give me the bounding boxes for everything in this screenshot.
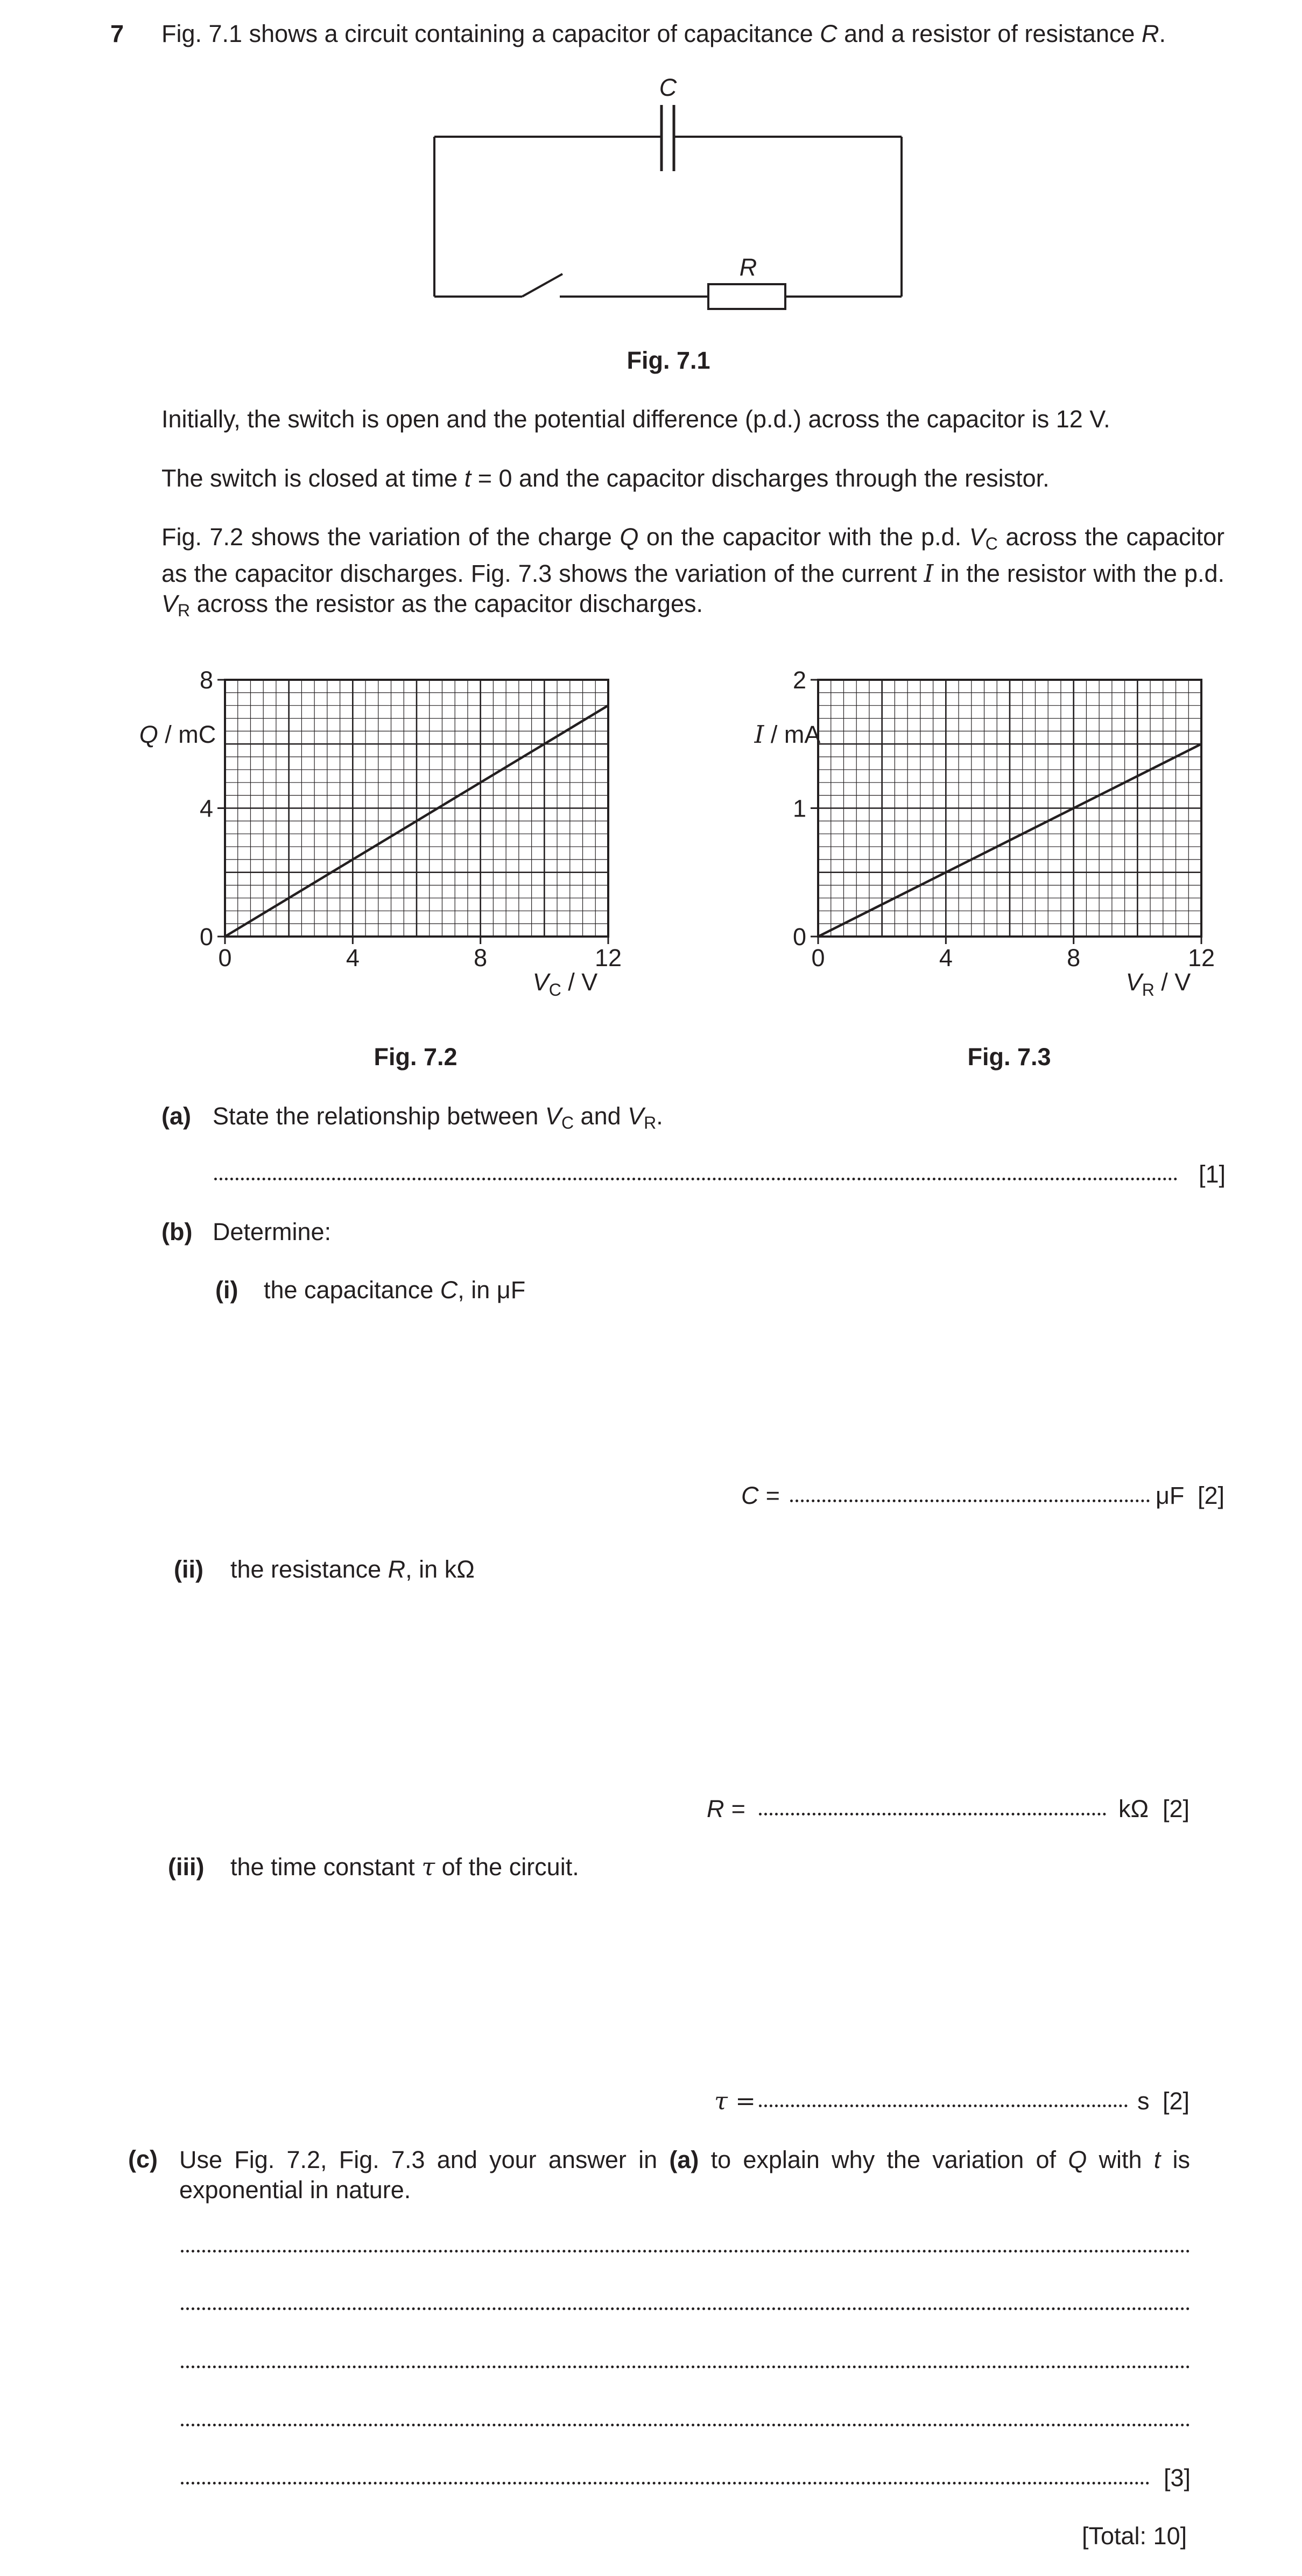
- part-c-answer-line-2[interactable]: [181, 2307, 1190, 2310]
- fig-7-3-x-tick-label: 12: [1187, 944, 1215, 972]
- fig-7-2-y-tick-label: 4: [199, 794, 213, 822]
- part-b-ii-answer-line[interactable]: [759, 1813, 1106, 1815]
- part-c-answer-line-3[interactable]: [181, 2366, 1190, 2368]
- fig-7-3-y-tick-label: 0: [792, 923, 806, 951]
- resistor: [708, 284, 785, 309]
- part-b-iii-unit: s: [1137, 2087, 1150, 2115]
- part-b-ii-label: (ii): [174, 1556, 203, 1583]
- graphs: [0, 646, 1302, 1033]
- part-c-answer-line-4[interactable]: [181, 2424, 1190, 2426]
- fig-7-1-caption: Fig. 7.1: [627, 347, 710, 374]
- fig-7-2-x-tick-label: 0: [218, 944, 232, 972]
- part-a-label: (a): [161, 1102, 191, 1130]
- fig-7-2-y-axis-label: Q / mC: [139, 721, 216, 748]
- question-intro: Fig. 7.1 shows a circuit containing a capacitor of capacitance C and a resistor of resistance R.: [161, 20, 1166, 47]
- fig-7-2-caption: Fig. 7.2: [374, 1043, 458, 1071]
- fig-7-3-y-axis-label: I / mA: [754, 720, 821, 749]
- circuit-diagram: [0, 0, 1302, 377]
- fig-7-2-y-tick-label: 8: [199, 666, 213, 694]
- part-b-i-marks: [2]: [1198, 1482, 1225, 1509]
- fig-7-3-caption: Fig. 7.3: [967, 1043, 1051, 1071]
- part-b-iii-marks: [2]: [1163, 2087, 1190, 2115]
- part-b-ii-question: the resistance R, in kΩ: [230, 1556, 475, 1583]
- paragraph-switch: The switch is closed at time t = 0 and the capacitor discharges through the resistor.: [161, 464, 1050, 492]
- fig-7-3-x-tick-label: 8: [1067, 944, 1081, 972]
- fig-7-3-x-axis-label: $V_R$ / V: [1125, 968, 1191, 1000]
- paragraph-figures: Fig. 7.2 shows the variation of the charge Q on the capacitor with the p.d. $V_C$ across the capacitor as the capacitor discharges. Fig. 7.3 shows the variation of the current I in the resistor with the p.d. $V_R$ across the resistor as the capacitor discharges.: [161, 523, 1224, 620]
- part-c-marks: [3]: [1164, 2464, 1191, 2491]
- part-b-ii-marks: [2]: [1163, 1795, 1190, 1822]
- part-b-iii-question: the time constant τ of the circuit.: [230, 1853, 579, 1881]
- part-c-question: Use Fig. 7.2, Fig. 7.3 and your answer in (a) to explain why the variation of Q with t is exponential in nature.: [179, 2146, 1190, 2204]
- part-b-i-answer-var: C =: [741, 1482, 780, 1509]
- part-c-answer-line-5[interactable]: [181, 2482, 1150, 2484]
- part-c-answer-line-1[interactable]: [181, 2250, 1190, 2253]
- fig-7-2-x-tick-label: 8: [474, 944, 488, 972]
- part-a-marks: [1]: [1199, 1160, 1226, 1188]
- part-b-label: (b): [161, 1218, 193, 1245]
- part-c-label: (c): [128, 2145, 158, 2173]
- part-b-ii-unit: kΩ: [1118, 1795, 1149, 1822]
- fig-7-3-y-tick-label: 2: [792, 666, 806, 694]
- part-b-text: Determine:: [213, 1218, 332, 1245]
- fig-7-2-x-tick-label: 12: [594, 944, 622, 972]
- part-b-i-label: (i): [215, 1276, 238, 1304]
- part-b-ii-answer-var: R =: [707, 1795, 745, 1822]
- resistor-label: R: [739, 254, 757, 281]
- fig-7-3-x-tick-label: 0: [811, 944, 825, 972]
- part-a-question: State the relationship between $V_C$ and $V_R$.: [213, 1102, 663, 1132]
- part-b-i-question: the capacitance C, in μF: [264, 1276, 526, 1304]
- fig-7-2-x-tick-label: 4: [346, 944, 360, 972]
- fig-7-3-x-tick-label: 4: [939, 944, 953, 972]
- part-a-answer-line[interactable]: [214, 1178, 1178, 1180]
- part-b-i-answer-line[interactable]: [790, 1500, 1150, 1502]
- part-b-i-unit: μF: [1156, 1482, 1185, 1509]
- part-b-iii-answer-line[interactable]: [759, 2105, 1128, 2107]
- total-marks: [Total: 10]: [1082, 2522, 1187, 2550]
- fig-7-2-y-tick-label: 0: [199, 923, 213, 951]
- question-number: 7: [110, 20, 124, 47]
- fig-7-2-x-axis-label: $V_C$ / V: [532, 968, 598, 1000]
- fig-7-3-y-tick-label: 1: [792, 794, 806, 822]
- part-b-iii-label: (iii): [168, 1853, 205, 1881]
- paragraph-initial: Initially, the switch is open and the potential difference (p.d.) across the capacitor is 12 V.: [161, 405, 1110, 433]
- part-b-iii-answer-var: τ =: [714, 2087, 756, 2115]
- capacitor-label: C: [659, 74, 677, 101]
